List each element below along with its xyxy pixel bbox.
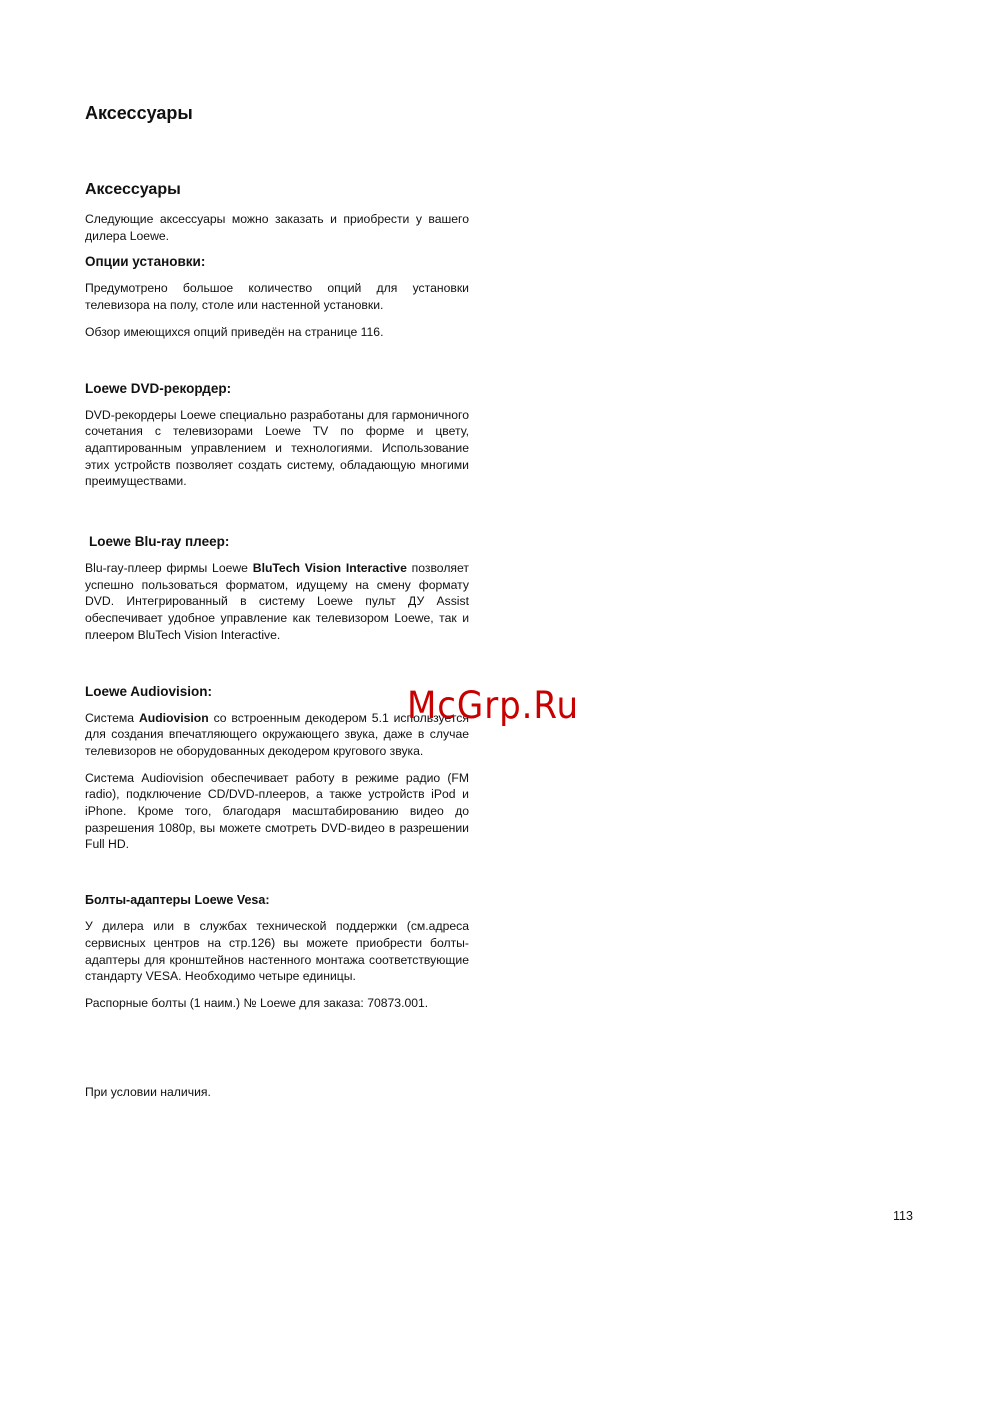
audiovision-text-start: Система xyxy=(85,710,139,725)
availability-footnote: При условии наличия. xyxy=(85,1084,211,1099)
content-column xyxy=(85,181,469,1110)
bluray-paragraph xyxy=(85,560,469,644)
vesa-paragraph-2: Распорные болты (1 наим.) № Loewe для заказа: 70873.001. xyxy=(85,995,429,1010)
page-number: 113 xyxy=(893,1209,913,1223)
dvd-heading: Loewe DVD-рекордер: xyxy=(85,380,232,396)
watermark-logo: McGrp.Ru xyxy=(407,684,579,727)
bluray-text-start: Blu-ray-плеер фирмы Loewe xyxy=(85,561,253,576)
audiovision-text-end: со встроенным декодером 5.1 используется для создания впечатляющего окружающего звука, даже в случае телевизоров не оборудованных декодером кругового звука. xyxy=(85,710,469,758)
page-title: Аксессуары xyxy=(85,103,193,123)
audiovision-paragraph-2: Система Audiovision обеспечивает работу в режиме радио (FM radio), подключение CD/DVD-плееров, а также устройств iPod и iPhone. Кроме того, благодаря масштабированию видео до разрешения 1080p, вы можете смотреть DVD-видео в разрешении Full HD. xyxy=(85,770,469,852)
bluray-text-end: позволяет успешно пользоваться форматом, идущему на смену формату DVD. Интегрированный в систему Loewe пульт ДУ Assist обеспечивает удобное управление как телевизором Loewe, так и плеером BluTech Vision Interactive. xyxy=(85,561,469,642)
vesa-heading: Болты-адаптеры Loewe Vesa: xyxy=(85,893,270,908)
installation-heading: Опции установки: xyxy=(85,254,206,270)
bluray-heading: Loewe Blu-ray плеер: xyxy=(89,534,230,550)
section-title: Аксессуары xyxy=(85,181,181,198)
installation-paragraph-2: Обзор имеющихся опций приведён на странице 116. xyxy=(85,324,384,339)
audiovision-heading: Loewe Audiovision: xyxy=(85,683,213,699)
audiovision-product-name: Audiovision xyxy=(138,710,209,725)
bluray-product-name: BluTech Vision Interactive xyxy=(252,561,407,576)
intro-paragraph: Следующие аксессуары можно заказать и приобрести у вашего дилера Loewe. xyxy=(85,212,469,243)
installation-paragraph-1: Предумотрено большое количество опций для установки телевизора на полу, столе или настенной установки. xyxy=(85,281,469,313)
dvd-paragraph: DVD-рекордеры Loewe специально разработаны для гармоничного сочетания с телевизорами Loewe TV по форме и цвету, адаптированным управлением и технологиями. Использование этих устройств позволяет создать систему, обладающую многими преимуществами. xyxy=(85,407,469,489)
vesa-paragraph-1: У дилера или в службах технической поддержки (см.адреса сервисных центров на стр.126) вы можете приобрести болты-адаптеры для кронштейнов настенного монтажа соответствующие стандарту VESA. Необходимо четыре единицы. xyxy=(85,919,469,984)
